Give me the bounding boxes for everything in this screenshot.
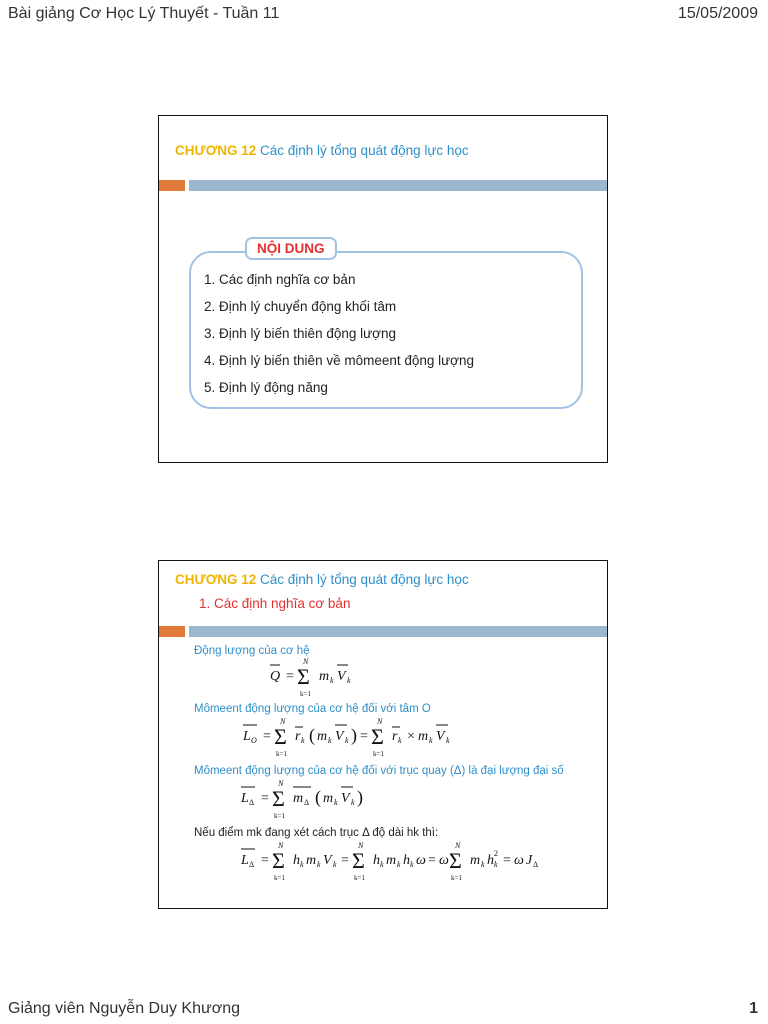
svg-text:h: h <box>373 853 380 868</box>
svg-text:Q: Q <box>270 669 281 684</box>
svg-text:k: k <box>345 736 349 745</box>
svg-text:h: h <box>293 853 300 868</box>
svg-text:m: m <box>470 853 481 868</box>
svg-text:m: m <box>306 853 317 868</box>
list-item: 2. Định lý chuyển động khối tâm <box>204 299 397 314</box>
svg-text:k: k <box>334 798 338 807</box>
svg-text:k: k <box>446 736 450 745</box>
svg-text:k: k <box>333 860 337 869</box>
svg-text:k: k <box>429 736 433 745</box>
sum-lower: k=1 <box>373 750 384 758</box>
chapter-title <box>175 572 469 587</box>
svg-text:k: k <box>300 860 304 869</box>
momentum-equation <box>264 656 374 700</box>
svg-text:Σ: Σ <box>371 724 384 749</box>
sum-upper: N <box>278 841 284 850</box>
svg-text:k: k <box>351 798 355 807</box>
svg-text:V: V <box>436 729 445 744</box>
svg-text:J: J <box>526 853 533 868</box>
list-item: 4. Định lý biến thiên về mômeent động lượng <box>204 353 475 368</box>
svg-text:Σ: Σ <box>297 664 310 689</box>
svg-text:=: = <box>360 729 368 744</box>
svg-text:V: V <box>323 853 332 868</box>
blue-bar <box>189 626 607 637</box>
svg-text:V: V <box>341 791 350 806</box>
svg-text:=: = <box>261 791 269 806</box>
svg-text:k: k <box>481 860 485 869</box>
svg-text:ω: ω <box>439 853 449 868</box>
angular-momentum-axis-text: Mômeent động lượng của cơ hệ đối với trục quay (Δ) là đại lượng đại số <box>194 765 564 777</box>
svg-text:k: k <box>380 860 384 869</box>
svg-text:k: k <box>301 736 305 745</box>
svg-text:k: k <box>398 736 402 745</box>
blue-bar <box>189 180 607 191</box>
svg-text:h: h <box>487 853 494 868</box>
chapter-text: Các định lý tổng quát động lực học <box>260 143 469 158</box>
svg-text:h: h <box>403 853 410 868</box>
svg-text:m: m <box>323 791 334 806</box>
svg-text:): ) <box>351 725 357 745</box>
svg-text:k: k <box>410 860 414 869</box>
svg-text:=: = <box>286 669 294 684</box>
document-header-title: Bài giảng Cơ Học Lý Thuyết - Tuần 11 <box>8 5 280 22</box>
svg-text:=: = <box>503 853 511 868</box>
svg-text:m: m <box>317 729 328 744</box>
angular-momentum-center-text: Mômeent động lượng của cơ hệ đối với tâm O <box>194 703 431 715</box>
momentum-definition-text: Động lượng của cơ hệ <box>194 645 310 657</box>
list-item: 5. Định lý động năng <box>204 380 328 395</box>
svg-text:=: = <box>428 853 436 868</box>
svg-text:=: = <box>341 853 349 868</box>
slide-definitions <box>158 560 608 909</box>
document-header-date: 15/05/2009 <box>677 5 758 22</box>
svg-text:=: = <box>263 729 271 744</box>
svg-text:Σ: Σ <box>352 848 365 873</box>
svg-text:k: k <box>317 860 321 869</box>
angular-momentum-inertia-equation <box>237 838 557 884</box>
svg-text:Σ: Σ <box>274 724 287 749</box>
svg-text:k: k <box>330 676 334 685</box>
svg-text:Δ: Δ <box>304 798 310 807</box>
sum-lower: k=1 <box>274 874 285 882</box>
svg-text:k: k <box>397 860 401 869</box>
contents-list <box>204 271 474 406</box>
svg-text:m: m <box>293 791 304 806</box>
svg-text:O: O <box>251 736 257 745</box>
svg-text:L: L <box>241 791 249 806</box>
angular-momentum-axis-equation <box>237 776 377 822</box>
sum-upper: N <box>358 841 364 850</box>
svg-text:k: k <box>494 860 498 869</box>
svg-text:m: m <box>386 853 397 868</box>
svg-text:k: k <box>328 736 332 745</box>
chapter-text: Các định lý tổng quát động lực học <box>260 572 469 587</box>
slide-contents <box>158 115 608 463</box>
svg-text:): ) <box>357 787 363 807</box>
sum-lower: k=1 <box>300 690 311 698</box>
list-item: 1. Các định nghĩa cơ bản <box>204 272 356 287</box>
orange-bar <box>159 626 185 637</box>
svg-text:V: V <box>337 669 346 684</box>
sum-lower: k=1 <box>354 874 365 882</box>
sum-lower: k=1 <box>274 812 285 820</box>
svg-text:V: V <box>335 729 344 744</box>
sum-upper: N <box>455 841 461 850</box>
page-number: 1 <box>749 1000 758 1017</box>
chapter-title <box>175 143 469 158</box>
svg-text:k: k <box>347 676 351 685</box>
distance-condition-text: Nếu điểm mk đang xét cách trục Δ độ dài hk thì: <box>194 827 439 839</box>
svg-text:Δ: Δ <box>533 860 539 869</box>
section-subtitle: 1. Các định nghĩa cơ bản <box>199 596 351 611</box>
svg-text:Σ: Σ <box>272 786 285 811</box>
sum-upper: N <box>303 657 309 666</box>
sum-upper: N <box>280 717 286 726</box>
svg-text:2: 2 <box>494 849 498 858</box>
svg-text:m: m <box>418 729 429 744</box>
sum-lower: k=1 <box>451 874 462 882</box>
svg-text:×: × <box>407 729 415 744</box>
svg-text:L: L <box>243 729 251 744</box>
sum-upper: N <box>278 779 284 788</box>
sum-upper: N <box>377 717 383 726</box>
svg-text:=: = <box>261 853 269 868</box>
svg-text:m: m <box>319 669 330 684</box>
chapter-label: CHƯƠNG 12 <box>175 572 257 587</box>
document-footer-lecturer: Giảng viên Nguyễn Duy Khương <box>8 1000 240 1017</box>
orange-bar <box>159 180 185 191</box>
svg-text:r: r <box>295 729 301 744</box>
svg-text:Σ: Σ <box>272 848 285 873</box>
contents-box-label: NỘI DUNG <box>245 237 337 260</box>
svg-text:ω: ω <box>514 853 524 868</box>
svg-text:Σ: Σ <box>449 848 462 873</box>
svg-text:Δ: Δ <box>249 798 255 807</box>
list-item: 3. Định lý biến thiên động lượng <box>204 326 397 341</box>
sum-lower: k=1 <box>276 750 287 758</box>
svg-text:Δ: Δ <box>249 860 255 869</box>
angular-momentum-center-equation <box>239 714 459 760</box>
svg-text:ω: ω <box>416 853 426 868</box>
chapter-label: CHƯƠNG 12 <box>175 143 257 158</box>
svg-text:r: r <box>392 729 398 744</box>
svg-text:L: L <box>241 853 249 868</box>
svg-text:(: ( <box>315 787 321 807</box>
svg-text:(: ( <box>309 725 315 745</box>
